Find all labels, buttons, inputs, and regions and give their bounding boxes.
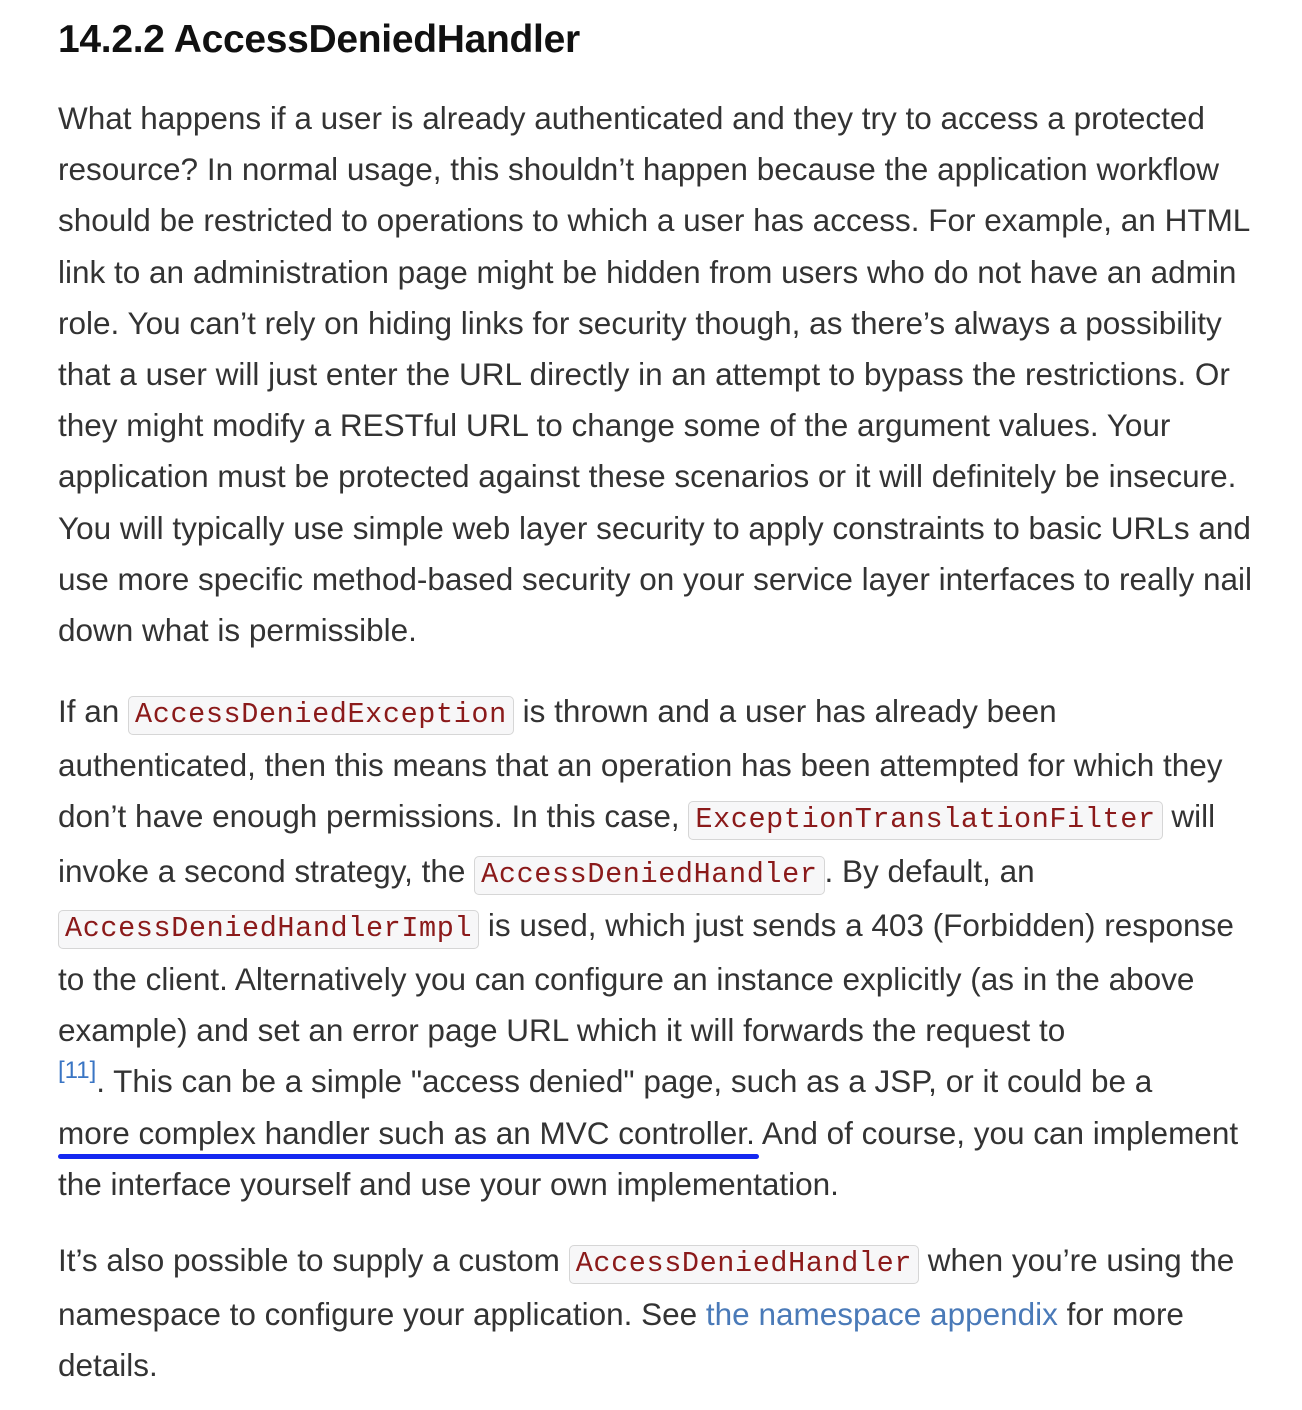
highlight-underline — [58, 1154, 759, 1159]
footnote-link[interactable]: [11] — [58, 1057, 97, 1085]
text: . This can be a simple "access denied" page, such as a JSP, or it could be a — [96, 1063, 1153, 1100]
code-access-denied-handler: AccessDeniedHandler — [569, 1245, 919, 1284]
text: is used, which just sends a 403 (Forbidden) response to the client. Alternatively you can configure an instance explicitly (as in the above example) and set an error page URL which it will forwards the request to — [58, 906, 1234, 1049]
code-access-denied-handler-impl: AccessDeniedHandlerImpl — [58, 910, 479, 949]
code-access-denied-exception: AccessDeniedException — [128, 696, 514, 735]
paragraph-2 — [58, 686, 1253, 1210]
text: for more details. — [58, 1296, 1184, 1384]
highlighted-text — [58, 1115, 755, 1151]
text: will invoke a second strategy, the — [58, 798, 1216, 889]
namespace-appendix-link[interactable]: the namespace appendix — [705, 1296, 1058, 1333]
text: . By default, an — [824, 852, 1035, 889]
highlight-text: more complex handler such as an MVC controller. — [58, 1114, 755, 1151]
text: is thrown and a user has already been authenticated, then this means that an operation has been attempted for which they don’t have enough permissions. In this case, — [58, 693, 1223, 835]
paragraph-1: What happens if a user is already authenticated and they try to access a protected resource? In normal usage, this shouldn’t happen because the application workflow should be restricted to operations to which a user has access. For example, an HTML link to an administration page might be hidden from users who do not have an admin role. You can’t rely on hiding links for security though, as there’s always a possibility that a user will just enter the URL directly in an attempt to bypass the restrictions. Or they might modify a RESTful URL to change some of the argument values. Your application must be protected against these scenarios or it will definitely be insecure. You will typically use simple web layer security to apply constraints to basic URLs and use more specific method-based security on your service layer interfaces to really nail down what is permissible. — [58, 100, 1253, 649]
code-access-denied-handler: AccessDeniedHandler — [474, 856, 824, 895]
section-heading: 14.2.2 AccessDeniedHandler — [58, 18, 580, 61]
text: And of course, you can implement the interface yourself and use your own implementation. — [58, 1114, 1239, 1202]
paragraph-3 — [58, 1235, 1253, 1392]
code-exception-translation-filter: ExceptionTranslationFilter — [688, 801, 1162, 840]
text: when you’re using the namespace to configure your application. See — [58, 1242, 1235, 1333]
text: It’s also possible to supply a custom — [58, 1242, 569, 1278]
text: If an — [58, 693, 129, 729]
